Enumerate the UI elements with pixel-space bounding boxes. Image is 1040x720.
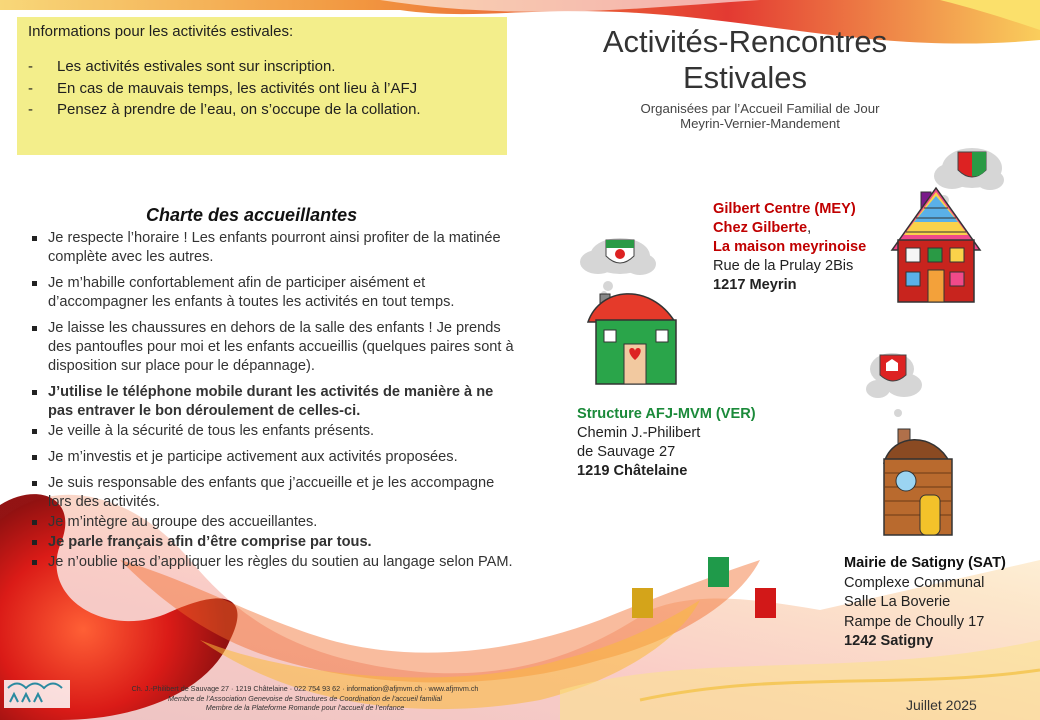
location-meyrin-line2: Chez Gilberte xyxy=(713,220,808,236)
footer-text xyxy=(70,684,540,713)
info-item: - Pensez à prendre de l’eau, on s’occupe de la collation. xyxy=(28,99,496,121)
info-box xyxy=(17,17,507,155)
location-meyrin xyxy=(713,200,866,295)
location-vernier-name: Structure AFJ-MVM (VER) xyxy=(577,406,756,422)
footer-membership-1: Membre de l’Association Genevoise de Structures de Coordination de l’accueil familial xyxy=(167,693,443,703)
charte-item: Je laisse les chaussures en dehors de la salle des enfants ! Je prends des pantoufles pour moi et les enfants accueillis (quelques paires sont à disposition sur place pour le dépannage). xyxy=(30,319,520,376)
location-vernier xyxy=(577,405,756,481)
location-satigny-city: 1242 Satigny xyxy=(844,633,934,649)
charte-item: Je m’investis et je participe activement aux activités proposées. xyxy=(30,448,520,467)
location-satigny-line3: Salle La Boverie xyxy=(844,594,951,610)
page-title xyxy=(590,24,900,96)
location-meyrin-street: Rue de la Prulay 2Bis xyxy=(713,258,854,274)
satigny-house-illustration xyxy=(862,345,966,540)
location-meyrin-line2-suffix: , xyxy=(807,220,812,236)
charte-item: Je suis responsable des enfants que j’accueille et je les accompagne lors des activités. xyxy=(30,474,520,512)
vernier-house-illustration xyxy=(570,232,690,387)
green-square-decoration xyxy=(708,557,729,587)
info-item: - En cas de mauvais temps, les activités ont lieu à l’AFJ xyxy=(28,78,496,100)
charte-item: Je m’intègre au groupe des accueillantes. xyxy=(30,513,520,532)
page-subtitle xyxy=(580,101,940,131)
meyrin-house-illustration xyxy=(886,140,1014,305)
page-title-line2: Estivales xyxy=(682,60,808,95)
gold-square-decoration xyxy=(632,588,653,618)
location-satigny-line2: Complexe Communal xyxy=(844,574,985,591)
charte-item: Je parle français afin d’être comprise par tous. xyxy=(30,533,520,552)
subtitle-line1: Organisées par l’Accueil Familial de Jour xyxy=(640,101,880,116)
info-list xyxy=(28,56,496,121)
location-satigny xyxy=(844,554,1034,652)
footer-membership-2: Membre de la Plateforme Romande pour l’accueil de l’enfance xyxy=(205,703,405,712)
charte-title: Charte des accueillantes xyxy=(146,205,358,225)
location-vernier-city: 1219 Châtelaine xyxy=(577,463,688,479)
location-vernier-street1: Chemin J.-Philibert xyxy=(577,425,701,441)
footer-date: Juillet 2025 xyxy=(906,697,977,713)
footer-address: Ch. J.-Philibert de Sauvage 27 · 1219 Châtelaine · 022 754 93 62 · information@afjmvm.ch · www.afjmvm.ch xyxy=(131,684,479,693)
charte-item: J’utilise le téléphone mobile durant les activités de manière à ne pas entraver le bon déroulement de celles-ci. xyxy=(30,383,520,421)
charte-item: Je m’habille confortablement afin de participer aisément et d’accompagner les enfants à toutes les activités en tout temps. xyxy=(30,274,520,312)
afj-logo xyxy=(4,680,70,708)
location-satigny-name: Mairie de Satigny (SAT) xyxy=(844,555,1006,571)
charte-list xyxy=(30,229,520,573)
location-satigny-street: Rampe de Choully 17 xyxy=(844,613,985,630)
page-title-line1: Activités-Rencontres xyxy=(602,24,888,59)
charte-item: Je veille à la sécurité de tous les enfants présents. xyxy=(30,422,520,441)
charte-item: Je respecte l’horaire ! Les enfants pourront ainsi profiter de la matinée complète avec les autres. xyxy=(30,229,520,267)
info-item: - Les activités estivales sont sur inscription. xyxy=(28,56,496,78)
info-title: Informations pour les activités estivales: xyxy=(28,23,294,40)
red-square-decoration xyxy=(755,588,776,618)
location-meyrin-name: Gilbert Centre (MEY) xyxy=(713,201,856,217)
location-meyrin-city: 1217 Meyrin xyxy=(713,277,797,293)
location-meyrin-line3: La maison meyrinoise xyxy=(713,239,867,255)
location-vernier-street2: de Sauvage 27 xyxy=(577,444,676,460)
charte-item: Je n’oublie pas d’appliquer les règles du soutien au langage selon PAM. xyxy=(30,553,520,572)
subtitle-line2: Meyrin-Vernier-Mandement xyxy=(680,116,840,131)
